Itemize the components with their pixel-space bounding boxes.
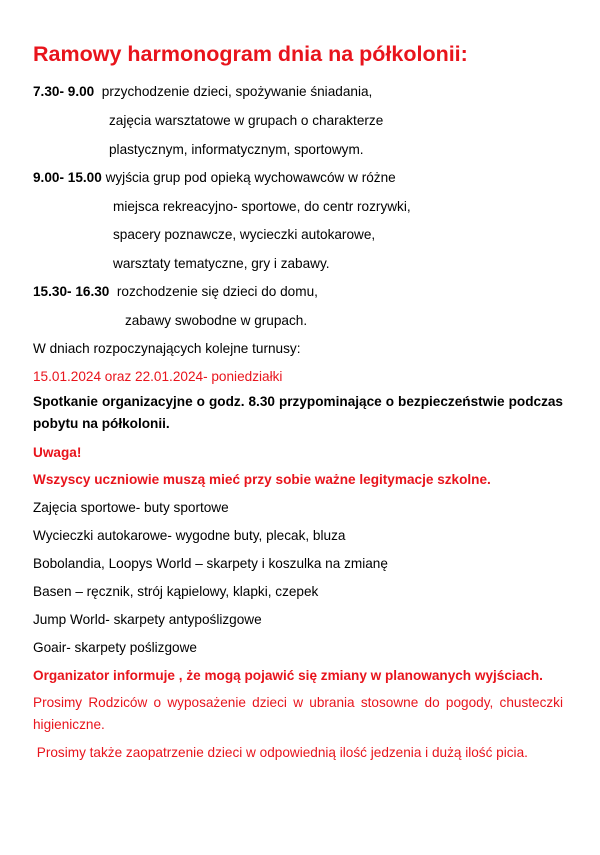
equipment-item-4: Basen – ręcznik, strój kąpielowy, klapki, czepek [33,584,319,599]
schedule-text-3-1: rozchodzenie się dzieci do domu, [116,284,318,299]
warning-heading: Uwaga! [33,445,82,460]
equipment-item-3: Bobolandia, Loopys World – skarpety i koszulka na zmianę [33,556,388,571]
turnus-dates: 15.01.2024 oraz 22.01.2024- poniedziałki [33,369,283,384]
equipment-item-2: Wycieczki autokarowe- wygodne buty, plecak, bluza [33,528,346,543]
equipment-item-6: Goair- skarpety poślizgowe [33,640,197,655]
warning-text: Wszyscy uczniowie muszą mieć przy sobie ważne legitymacje szkolne. [33,472,491,487]
schedule-text-2-1: wyjścia grup pod opieką wychowawców w różne [105,170,396,185]
schedule-text-1-2: zajęcia warsztatowe w grupach o charakterze [109,113,384,128]
turnus-intro: W dniach rozpoczynających kolejne turnusy: [33,341,301,356]
schedule-text-2-3: spacery poznawcze, wycieczki autokarowe, [113,227,376,242]
parents-request-2: Prosimy także zaopatrzenie dzieci w odpowiednią ilość jedzenia i dużą ilość picia. [33,745,528,760]
schedule-row-2 [33,169,396,186]
schedule-text-2-4: warsztaty tematyczne, gry i zabawy. [113,256,330,271]
schedule-row-1 [33,83,372,100]
schedule-row-3 [33,283,318,300]
organizer-note: Organizator informuje , że mogą pojawić się zmiany w planowanych wyjściach. [33,668,543,683]
schedule-time-2: 9.00- 15.00 [33,170,102,185]
page-title: Ramowy harmonogram dnia na półkolonii: [33,42,468,66]
schedule-text-2-2: miejsca rekreacyjno- sportowe, do centr rozrywki, [113,199,411,214]
schedule-time-3: 15.30- 16.30 [33,284,110,299]
meeting-note: Spotkanie organizacyjne o godz. 8.30 przypominające o bezpieczeństwie podczas pobytu na półkolonii. [33,394,563,431]
schedule-time-1: 7.30- 9.00 [33,84,95,99]
schedule-text-3-2: zabawy swobodne w grupach. [125,313,308,328]
equipment-item-1: Zajęcia sportowe- buty sportowe [33,500,229,515]
equipment-item-5: Jump World- skarpety antypoślizgowe [33,612,262,627]
parents-request-1: Prosimy Rodziców o wyposażenie dzieci w ubrania stosowne do pogody, chusteczki higieniczne. [33,695,563,732]
schedule-text-1-3: plastycznym, informatycznym, sportowym. [109,142,364,157]
schedule-text-1-1: przychodzenie dzieci, spożywanie śniadania, [101,84,373,99]
